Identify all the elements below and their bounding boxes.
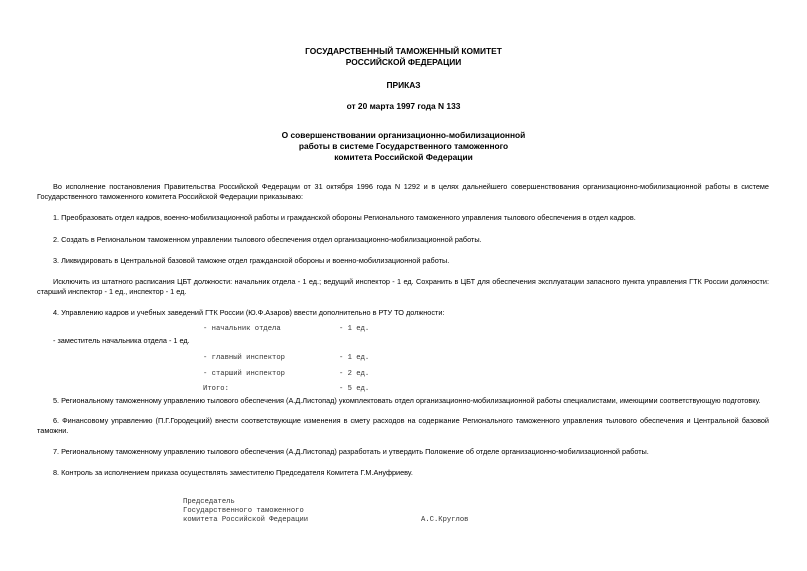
order-item-8: 8. Контроль за исполнением приказа осуществлять заместителю Председателя Комитета Г.М.Ануфриеву. [53, 468, 413, 477]
signatory-title-line3: комитета Российской Федерации [183, 516, 309, 524]
staff-total-qty: - 5 ед. [339, 385, 370, 393]
staff-row-1-name: - начальник отдела [203, 325, 281, 333]
org-name-line1: ГОСУДАРСТВЕННЫЙ ТАМОЖЕННЫЙ КОМИТЕТ [305, 46, 502, 56]
staff-row-1-qty: - 1 ед. [339, 325, 370, 333]
org-name-line2: РОССИЙСКОЙ ФЕДЕРАЦИИ [345, 57, 462, 67]
signatory-name: А.С.Круглов [421, 516, 469, 524]
order-item-2: 2. Создать в Региональном таможенном управлении тылового обеспечения отдел организационно-мобилизационной работы. [53, 235, 482, 244]
exclusion-paragraph: Исключить из штатного расписания ЦБТ должности: начальник отдела - 1 ед.; ведущий инспектор - 1 ед. Сохранить в ЦБТ для обеспечения эксплуатации запасного пункта управления ГТК России должности: старший инспектор - 1 ед., инспектор - 1 ед. [37, 277, 769, 296]
order-item-1: 1. Преобразовать отдел кадров, военно-мобилизационной работы и гражданской обороны Регионального таможенного управления тылового обеспечения в отдел кадров. [53, 213, 636, 222]
order-item-3: 3. Ликвидировать в Центральной базовой таможне отдел гражданской обороны и военно-мобилизационной работы. [53, 256, 450, 265]
doc-subject-line2: работы в системе Государственного таможенного [298, 141, 509, 151]
order-item-7: 7. Региональному таможенному управлению тылового обеспечения (А.Д.Листопад) разработать и утвердить Положение об отделе организационно-мобилизационной работы. [53, 447, 649, 456]
preamble: Во исполнение постановления Правительства Российской Федерации от 31 октября 1996 года N 1292 и в целях дальнейшего совершенствования организационно-мобилизационной работы в системе Государственного таможенного комитета Российской Федерации приказываю: [37, 182, 769, 201]
doc-subject-line3: комитета Российской Федерации [334, 152, 473, 162]
staff-row-2-qty: - 1 ед. [339, 354, 370, 362]
signatory-title-line2: Государственного таможенного [183, 507, 304, 515]
staff-row-2-name: - главный инспектор [203, 354, 285, 362]
doc-type: ПРИКАЗ [386, 80, 421, 90]
staff-deputy: - заместитель начальника отдела - 1 ед. [53, 336, 190, 345]
staff-row-3-name: - старший инспектор [203, 370, 285, 378]
doc-subject-line1: О совершенствовании организационно-мобилизационной [281, 130, 526, 140]
order-item-4: 4. Управлению кадров и учебных заведений ГТК России (Ю.Ф.Азаров) ввести дополнительно в РТУ ТО должности: [53, 308, 445, 317]
order-item-5: 5. Региональному таможенному управлению тылового обеспечения (А.Д.Листопад) укомплектовать отдел организационно-мобилизационной работы специалистами, имеющими соответствующую подготовку. [53, 396, 761, 405]
order-item-6: 6. Финансовому управлению (П.Г.Городецкий) внести соответствующие изменения в смету расходов на содержание Регионального таможенного управления тылового обеспечения и Центральной базовой таможни. [37, 416, 769, 435]
staff-total-label: Итого: [203, 385, 229, 393]
doc-date-number: от 20 марта 1997 года N 133 [346, 101, 461, 111]
signatory-title-line1: Председатель [183, 498, 235, 506]
staff-row-3-qty: - 2 ед. [339, 370, 370, 378]
